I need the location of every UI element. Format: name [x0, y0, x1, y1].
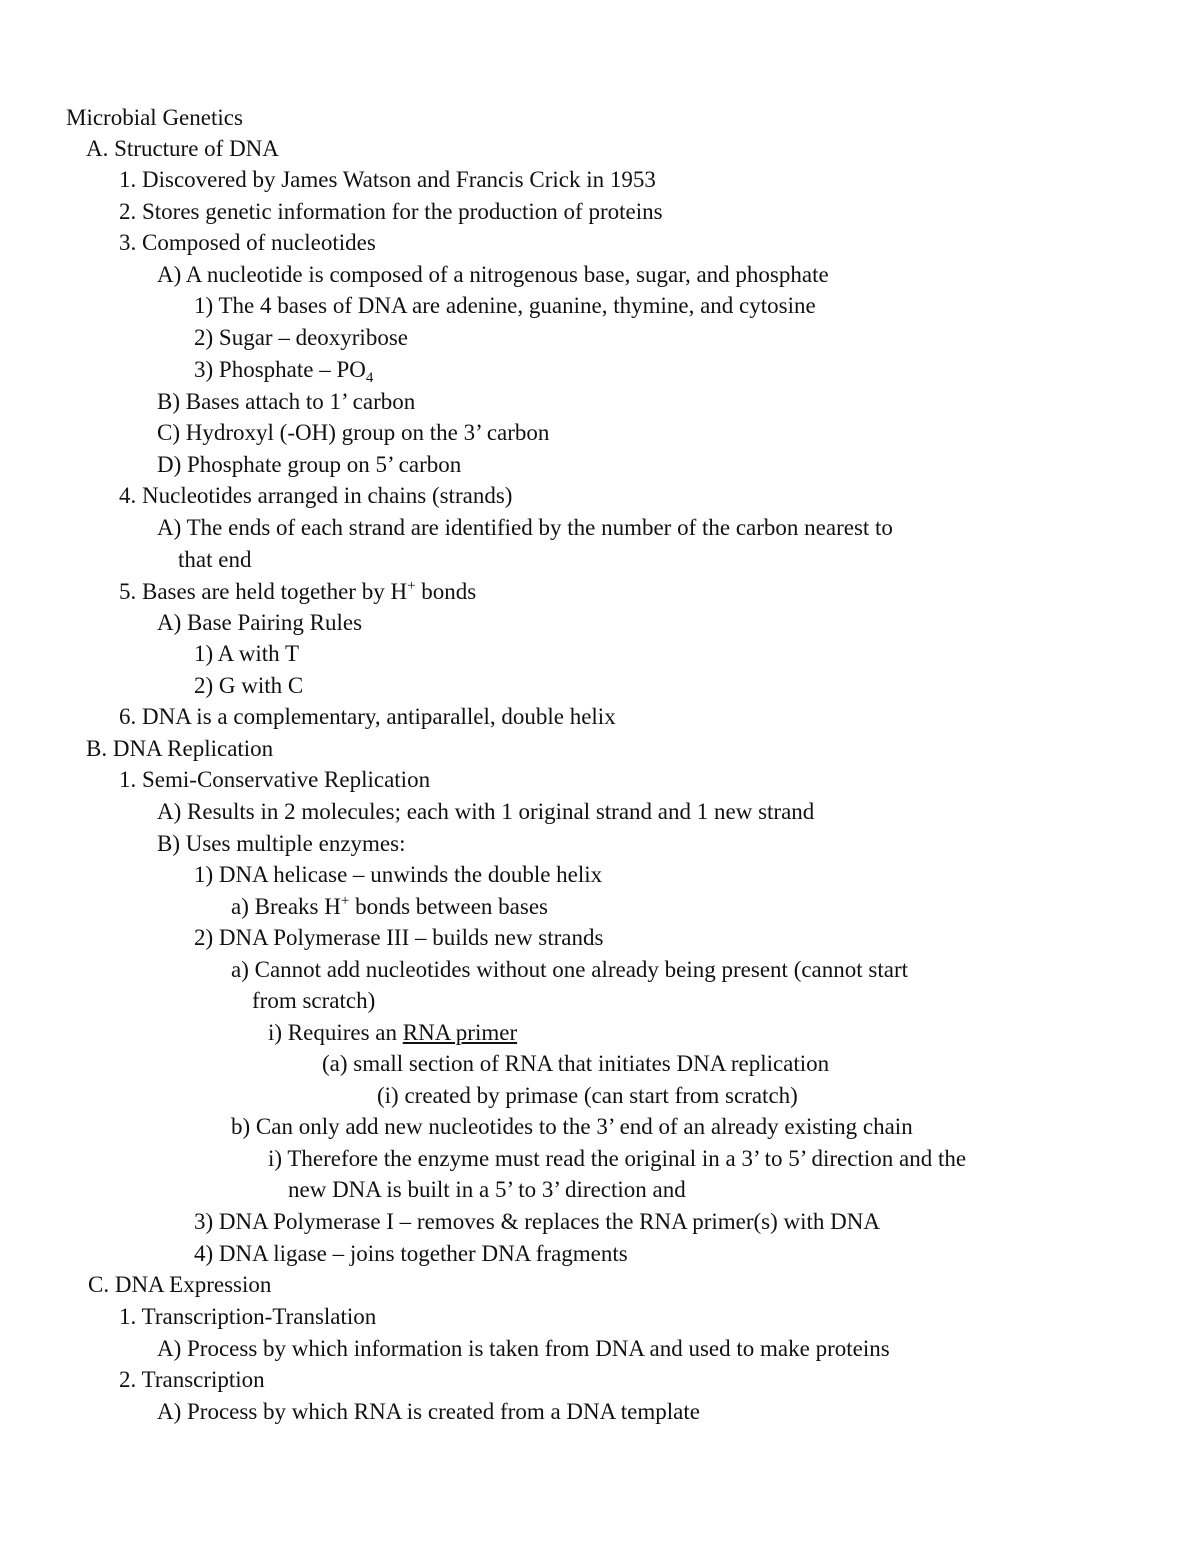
outline-item: A) The ends of each strand are identified by the number of the carbon nearest to [157, 515, 893, 540]
outline-item [194, 356, 373, 384]
outline-item: 1) A with T [194, 641, 300, 666]
outline-item: A) Process by which information is taken from DNA and used to make proteins [157, 1336, 890, 1361]
outline-item [268, 1019, 517, 1047]
outline-text: a) Breaks H [231, 894, 341, 919]
outline-item: 2. Transcription [119, 1367, 265, 1392]
outline-item: 1. Discovered by James Watson and Francis Crick in 1953 [119, 167, 656, 192]
outline-item [119, 578, 476, 606]
outline-item: A) A nucleotide is composed of a nitrogenous base, sugar, and phosphate [157, 262, 829, 287]
subscript: 4 [365, 370, 374, 386]
outline-item: 4) DNA ligase – joins together DNA fragments [194, 1241, 628, 1266]
outline-item: B) Uses multiple enzymes: [157, 831, 406, 856]
outline-item: 6. DNA is a complementary, antiparallel, double helix [119, 704, 616, 729]
superscript: + [407, 578, 416, 594]
outline-item: b) Can only add new nucleotides to the 3’ end of an already existing chain [231, 1114, 913, 1139]
outline-text: 5. Bases are held together by H [119, 579, 408, 604]
outline-text: 3) Phosphate – PO [194, 357, 366, 382]
outline-item: from scratch) [252, 988, 376, 1013]
outline-text: i) Requires an [268, 1020, 403, 1045]
outline-item: C) Hydroxyl (-OH) group on the 3’ carbon [157, 420, 550, 445]
section-a-heading: A. Structure of DNA [86, 136, 279, 161]
outline-text: bonds [415, 579, 477, 604]
section-c-heading: C. DNA Expression [88, 1272, 272, 1297]
outline-item [231, 893, 548, 921]
outline-item: 3. Composed of nucleotides [119, 230, 376, 255]
outline-item: 1. Semi-Conservative Replication [119, 767, 431, 792]
superscript: + [340, 893, 350, 909]
outline-item: 4. Nucleotides arranged in chains (strands) [119, 483, 513, 508]
outline-text: bonds between bases [349, 894, 548, 919]
outline-item: 1. Transcription-Translation [119, 1304, 377, 1329]
section-b-heading: B. DNA Replication [86, 736, 274, 761]
outline-item: 2. Stores genetic information for the production of proteins [119, 199, 663, 224]
outline-item: that end [178, 547, 252, 572]
outline-item: A) Base Pairing Rules [157, 610, 363, 635]
outline-item: 2) Sugar – deoxyribose [194, 325, 408, 350]
outline-item: i) Therefore the enzyme must read the original in a 3’ to 5’ direction and the [268, 1146, 967, 1171]
outline-item: 2) DNA Polymerase III – builds new strands [194, 925, 604, 950]
outline-item: B) Bases attach to 1’ carbon [157, 389, 416, 414]
outline-item: a) Cannot add nucleotides without one already being present (cannot start [231, 957, 909, 982]
document-title: Microbial Genetics [66, 105, 243, 130]
outline-item: A) Results in 2 molecules; each with 1 original strand and 1 new strand [157, 799, 815, 824]
outline-item: 1) DNA helicase – unwinds the double helix [194, 862, 603, 887]
outline-item: A) Process by which RNA is created from a DNA template [157, 1399, 700, 1424]
outline-item: D) Phosphate group on 5’ carbon [157, 452, 462, 477]
outline-item: new DNA is built in a 5’ to 3’ direction and [288, 1177, 686, 1202]
outline-item: 3) DNA Polymerase I – removes & replaces the RNA primer(s) with DNA [194, 1209, 881, 1234]
outline-item: 2) G with C [194, 673, 304, 698]
underlined-term: RNA primer [402, 1020, 518, 1045]
outline-item: (i) created by primase (can start from scratch) [377, 1083, 798, 1108]
outline-item: 1) The 4 bases of DNA are adenine, guanine, thymine, and cytosine [194, 293, 816, 318]
outline-item: (a) small section of RNA that initiates DNA replication [322, 1051, 830, 1076]
